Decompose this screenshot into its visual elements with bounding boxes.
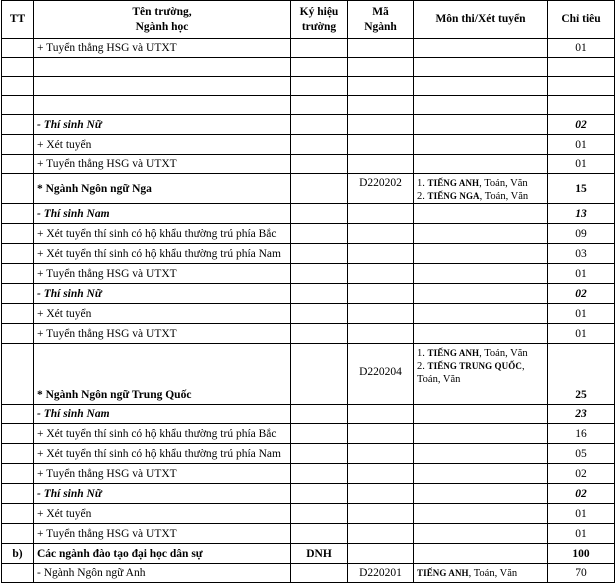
row-label: + Tuyển thẳng HSG và UTXT (34, 524, 291, 544)
row-label: + Xét tuyển thí sinh có hộ khẩu thường trú phía Bắc (34, 224, 291, 244)
header-school-code: Ký hiệu trường (291, 1, 348, 39)
table-row (2, 524, 615, 544)
major-code: D220204 (348, 344, 414, 405)
major-subjects: TIẾNG ANH, Toán, Văn (414, 564, 548, 583)
row-label: - Thí sinh Nữ (34, 284, 291, 304)
row-quota: 02 (548, 284, 615, 304)
school-code: DNH (291, 544, 348, 564)
row-quota: 01 (548, 504, 615, 524)
header-school-major: Tên trường, Ngành học (34, 1, 291, 39)
row-quota: 01 (548, 135, 615, 155)
header-row (2, 1, 615, 39)
table-row (2, 464, 615, 484)
major-quota: 70 (548, 564, 615, 583)
row-label: + Xét tuyển (34, 304, 291, 324)
row-quota: 23 (548, 405, 615, 424)
row-quota: 01 (548, 304, 615, 324)
row-label: + Xét tuyển (34, 135, 291, 155)
row-quota: 05 (548, 444, 615, 464)
major-code: D220202 (348, 174, 414, 204)
row-label: + Tuyển thẳng HSG và UTXT (34, 155, 291, 174)
row-quota: 01 (548, 155, 615, 174)
major-code: D220201 (348, 564, 414, 583)
major-quota: 15 (548, 174, 615, 204)
row-quota: 01 (548, 39, 615, 58)
table-row (2, 484, 615, 504)
section-number: b) (2, 544, 34, 564)
row-label: + Tuyển thẳng HSG và UTXT (34, 464, 291, 484)
row-quota: 01 (548, 324, 615, 344)
table-row (2, 115, 615, 135)
table-row (2, 504, 615, 524)
row-quota: 02 (548, 115, 615, 135)
row-label: - Thí sinh Nam (34, 204, 291, 224)
header-subjects: Môn thi/Xét tuyển (414, 1, 548, 39)
row-label: - Thí sinh Nữ (34, 484, 291, 504)
major-name: * Ngành Ngôn ngữ Nga (34, 174, 291, 204)
major-row-english (2, 564, 615, 583)
row-label: + Tuyển thẳng HSG và UTXT (34, 39, 291, 58)
empty-row (2, 96, 615, 115)
table-row (2, 304, 615, 324)
header-tt: TT (2, 1, 34, 39)
row-label: + Xét tuyển thí sinh có hộ khẩu thường trú phía Nam (34, 244, 291, 264)
row-label: + Tuyển thẳng HSG và UTXT (34, 324, 291, 344)
table-row (2, 39, 615, 58)
table-row (2, 135, 615, 155)
row-quota: 01 (548, 264, 615, 284)
major-quota: 25 (548, 344, 615, 405)
row-label: + Xét tuyển (34, 504, 291, 524)
table-row (2, 444, 615, 464)
major-row-chinese (2, 344, 615, 405)
empty-row (2, 77, 615, 96)
admission-quota-table (1, 0, 615, 583)
table-row (2, 424, 615, 444)
row-quota: 01 (548, 524, 615, 544)
row-label: - Thí sinh Nam (34, 405, 291, 424)
row-label: + Tuyển thẳng HSG và UTXT (34, 264, 291, 284)
table-row (2, 155, 615, 174)
major-subjects: 1. TIẾNG ANH, Toán, Văn 2. TIẾNG NGA, Toán, Văn (414, 174, 548, 204)
major-subjects: 1. TIẾNG ANH, Toán, Văn 2. TIẾNG TRUNG QUỐC, Toán, Văn (414, 344, 548, 405)
section-quota: 100 (548, 544, 615, 564)
row-label: - Thí sinh Nữ (34, 115, 291, 135)
empty-row (2, 58, 615, 77)
table-row (2, 405, 615, 424)
row-label: + Xét tuyển thí sinh có hộ khẩu thường trú phía Bắc (34, 424, 291, 444)
row-quota: 09 (548, 224, 615, 244)
table-row (2, 284, 615, 304)
table-row (2, 244, 615, 264)
row-quota: 03 (548, 244, 615, 264)
table-row (2, 204, 615, 224)
row-label: + Xét tuyển thí sinh có hộ khẩu thường trú phía Nam (34, 444, 291, 464)
section-title: Các ngành đào tạo đại học dân sự (34, 544, 291, 564)
major-name: - Ngành Ngôn ngữ Anh (34, 564, 291, 583)
section-row-civil (2, 544, 615, 564)
header-quota: Chỉ tiêu (548, 1, 615, 39)
table-row (2, 264, 615, 284)
major-name: * Ngành Ngôn ngữ Trung Quốc (34, 344, 291, 405)
major-row-russian (2, 174, 615, 204)
row-quota: 16 (548, 424, 615, 444)
row-quota: 02 (548, 464, 615, 484)
table-row (2, 324, 615, 344)
row-quota: 13 (548, 204, 615, 224)
table-row (2, 224, 615, 244)
header-major-code: Mã Ngành (348, 1, 414, 39)
row-quota: 02 (548, 484, 615, 504)
